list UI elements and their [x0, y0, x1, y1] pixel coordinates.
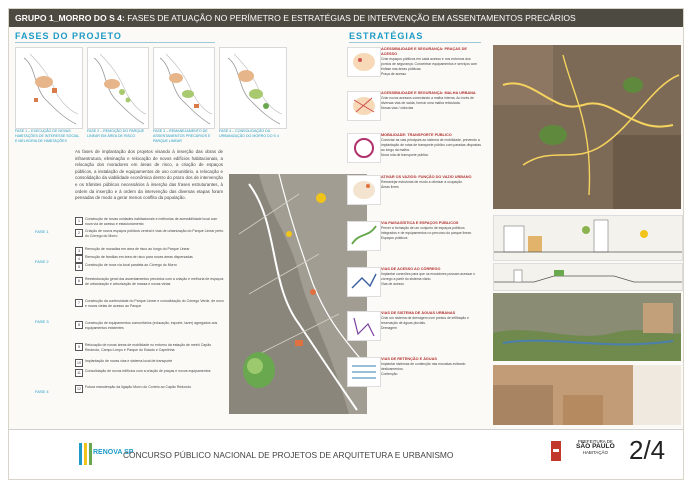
strategy-legend: Nova rota de transporte público	[381, 153, 429, 157]
fase-item: Construção da continuidade do Parque Linear e consolidação do Córrego Verde, de novo e novas vielas de acesso ao Parque	[85, 299, 224, 309]
item-number: 9	[75, 343, 83, 351]
strategy-7	[381, 311, 481, 331]
strategy-diagram-7	[347, 311, 381, 341]
strategy-title: ATIVAR OS VAZIOS: FUNÇÃO DO VAZIO URBANO	[381, 175, 472, 179]
strategy-8	[381, 357, 481, 377]
fase-item: Remoção de moradias em área de risco ao longo do Parque Linear	[85, 247, 190, 251]
phase-map-3	[153, 47, 215, 129]
strategy-legend: Vias de acesso	[381, 282, 404, 286]
phases-section-title: FASES DO PROJETO	[15, 31, 122, 41]
render-photo-middle	[493, 293, 681, 361]
strategy-legend: Praça de acesso	[381, 72, 407, 76]
prefeitura-top: PREFEITURA DE	[577, 439, 613, 444]
strategy-text: Implantar conexões para que os moradores possam acessar o córrego a partir do sistema viário.	[381, 272, 476, 281]
phase-map-2	[87, 47, 149, 129]
aerial-photo-top	[493, 45, 681, 209]
phase-caption-1: FASE 1 – EXECUÇÃO DE NOVAS HABITAÇÕES DE INTERESSE SOCIAL E MELHORIA DE HABITAÇÕES	[15, 129, 80, 143]
board	[8, 8, 684, 480]
strategy-diagram-1	[347, 47, 381, 77]
item-number: 11	[75, 369, 83, 377]
phase-caption-2: FASE 2 – REMOÇÃO DO PARQUE LINEAR EM ÁREA DE RISCO	[87, 129, 145, 138]
strategy-2	[381, 91, 481, 111]
strategy-title: ACESSIBILIDADE E SEGURANÇA: PRAÇAS DE ACESSO	[381, 47, 467, 56]
strategy-legend: Espaços públicos	[381, 236, 408, 240]
fase-item: Construção de equipamentos comunitários (educação, esporte, lazer) agregados aos equipamentos existentes	[85, 321, 218, 331]
strategy-diagram-5	[347, 221, 381, 251]
strategy-text: Conectar as vias principais ao sistema de mobilidade, prevendo a implantação de rotas de transporte público com paradas dispostas ao longo da malha.	[381, 138, 481, 152]
strategy-diagram-4	[347, 175, 381, 205]
fase-item: Reestruturação geral dos assentamentos precários com a criação e melhoria de espaços de urbanização e arborização de massa e novas vielas	[85, 277, 224, 287]
strategy-diagram-8	[347, 357, 381, 387]
section-drawing-2	[493, 263, 683, 291]
strategy-diagram-2	[347, 91, 381, 121]
phase-map-1	[15, 47, 83, 129]
fase-3-label: FASE 3	[35, 319, 49, 324]
fase-2-label: FASE 2	[35, 259, 49, 264]
strategies-rule	[349, 42, 481, 43]
section-drawing-1	[493, 215, 683, 261]
item-number: 6	[75, 277, 83, 285]
strategy-title: MOBILIDADE: TRANSPORTE PÚBLICO	[381, 133, 452, 137]
strategy-text: Prever a formação de um conjunto de espaços públicos integrados e de equipamentos no percurso do parque linear.	[381, 226, 472, 235]
header-title: GRUPO 1_MORRO DO S 4:	[15, 13, 125, 23]
fase-4-label: FASE 4	[35, 389, 49, 394]
page-number: 2/4	[629, 435, 666, 465]
contest-title: CONCURSO PÚBLICO NACIONAL DE PROJETOS DE ARQUITETURA E URBANISMO	[123, 450, 454, 460]
strategy-6	[381, 267, 481, 287]
strategy-3	[381, 133, 481, 158]
render-photo-bottom	[493, 365, 681, 425]
fase-item: Consolidação de novos edifícios com a criação de praças e novos equipamentos	[85, 369, 211, 373]
item-number: 8	[75, 321, 83, 329]
strategy-legend: Contenção	[381, 372, 398, 376]
strategies-section-title: ESTRATÉGIAS	[349, 31, 424, 41]
renova-text: RENOVA SP	[93, 449, 134, 456]
institute-logo-icon	[549, 439, 565, 463]
board-header	[9, 9, 683, 27]
header-subtitle: FASES DE ATUAÇÃO NO PERÍMETRO E ESTRATÉGIAS DE INTERVENÇÃO EM ASSENTAMENTOS PRECÁRIOS	[127, 13, 576, 23]
prefeitura-sub: HABITAÇÃO	[582, 449, 608, 455]
strategy-text: Criar espaços públicos em cada acesso e nos entornos dos pontos de segurança. Concentrar equipamentos e serviços com ênfase nas áreas públicas.	[381, 57, 478, 71]
fase-item: Criação de novos espaços públicos central e vias de urbanização do Parque Linear perto do Córrego do Morro	[85, 229, 224, 239]
fase-1-label: FASE 1	[35, 229, 49, 234]
phase-caption-4: FASE 4 – CONSOLIDAÇÃO DA URBANIZAÇÃO DO MORRO DO S 4	[219, 129, 279, 138]
strategy-title: VIAS DE ACESSO AO CÓRREGO	[381, 267, 441, 271]
strategy-text: Criar novos acessos conectando a malha interna. Ao invés de diversas vias de saída, formar uma malha reticulada.	[381, 96, 474, 105]
prefeitura-logo	[576, 439, 615, 455]
phase-caption-3: FASE 3 – REMANEJAMENTO DE ASSENTAMENTOS PRECÁRIOS E PARQUE LINEAR	[153, 129, 211, 143]
strategy-title: VIA PAISAGÍSTICA E ESPAÇOS PÚBLICOS	[381, 221, 459, 225]
fase-item: Implantação de novas vias e sistema local de transporte	[85, 359, 173, 363]
strategy-diagram-6	[347, 267, 381, 297]
item-number: 4	[75, 255, 83, 263]
item-number: 3	[75, 247, 83, 255]
item-number: 10	[75, 359, 83, 367]
fase-item: Construção de novas unidades habitacionais e melhorias de acessibilidade local com nova via de acesso e estacionamento	[85, 217, 218, 227]
item-number: 2	[75, 229, 83, 237]
strategy-4	[381, 175, 481, 190]
phase-map-4	[219, 47, 287, 129]
strategy-title: VIAS DE RETENÇÃO E ÁGUAS	[381, 357, 437, 361]
phases-intro-text: As fases de implantação dos projetos visando à inserção das obras de infraestrutura, eliminação e relocação de novos edifícios habitacionais, a relocação dos moradores em áreas de risco, a criação de espaços públicos, a instalação de equipamentos de uso comunitário, a relocação e consolidação da viabilidade econômica dentro do prazo dos de intervenção e os trâmites públicos necessários à inserção das frases estruturantes, à ordem da inserção e à ordem da intervenção das diversas etapas foram pensadas de modo a gerar menos conflito da população.	[75, 149, 223, 201]
strategy-text: Remanejar estruturas de modo a otimizar a ocupação.	[381, 180, 463, 184]
item-number: 5	[75, 263, 83, 271]
item-number: 12	[75, 385, 83, 393]
strategy-text: Criar um sistema de drenagem com pontos de infiltração e reservação de águas pluviais.	[381, 316, 470, 325]
strategy-1	[381, 47, 481, 77]
fase-item: Construção de nova via local paralela ao Córrego do Morro	[85, 263, 177, 267]
strategy-diagram-3	[347, 133, 381, 163]
strategy-title: ACESSIBILIDADE E SEGURANÇA: MALHA URBANA	[381, 91, 476, 95]
strategy-legend: Drenagem	[381, 326, 397, 330]
fase-item: Relocação de novas áreas de mobilidade no entorno da estação de metrô Capão Redondo, Campo Limpo e Parque do Estado e Capelinha	[85, 343, 212, 353]
strategy-title: VIAS DE SISTEMA DE ÁGUAS URBANAS	[381, 311, 456, 315]
strategy-legend: Novas vias / ciclovias	[381, 106, 414, 110]
prefeitura-city: SÃO PAULO	[576, 443, 615, 451]
item-number: 1	[75, 217, 83, 225]
strategy-5	[381, 221, 481, 241]
item-number: 7	[75, 299, 83, 307]
strategy-text: Implantar sistemas de contenção nas encostas evitando deslizamentos.	[381, 362, 466, 371]
fase-item: Futura manutenção da ligação Morro do Correio ao Capão Redondo	[85, 385, 192, 389]
strategy-legend: Áreas livres	[381, 185, 399, 189]
fase-item: Remoção de famílias em área de risco para novas áreas dispersadas	[85, 255, 193, 259]
phases-rule	[15, 42, 215, 43]
